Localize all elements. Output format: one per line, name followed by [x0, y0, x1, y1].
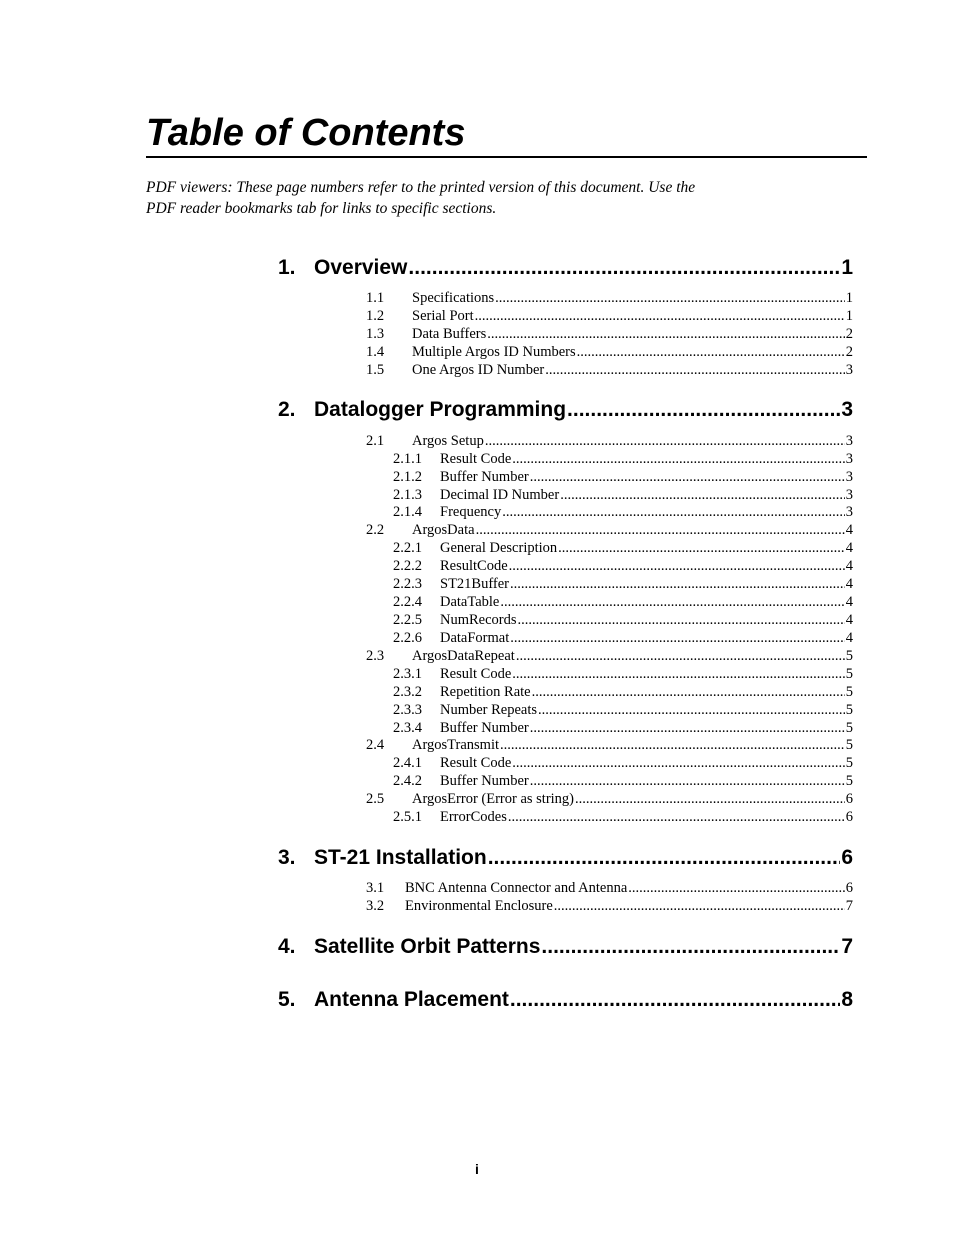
toc-section-2[interactable] [278, 396, 853, 424]
toc-entry-2-5[interactable] [366, 790, 853, 808]
toc-title: NumRecords [440, 612, 517, 628]
toc-number: 2.4 [366, 737, 385, 753]
toc-page: 2 [845, 344, 853, 360]
toc-entry-3-1[interactable] [366, 879, 853, 897]
toc-leader [558, 539, 845, 557]
toc-page: 1 [841, 256, 853, 279]
page-title: Table of Contents [146, 112, 466, 154]
toc-entry-2-1-1[interactable] [393, 450, 853, 468]
toc-number: 2.1.1 [393, 451, 422, 467]
toc-leader [512, 754, 844, 772]
toc-page: 3 [845, 451, 853, 467]
toc-leader [487, 325, 845, 343]
toc-section-4[interactable] [278, 933, 853, 961]
toc-leader [541, 933, 840, 961]
toc-leader [518, 611, 845, 629]
toc-title: Result Code [440, 451, 512, 467]
toc-page: 6 [845, 791, 853, 807]
toc-entry-2-2-3[interactable] [393, 575, 853, 593]
toc-title: Overview [314, 256, 408, 279]
toc-title: ArgosError (Error as string) [412, 791, 575, 807]
toc-entry-2-2-5[interactable] [393, 611, 853, 629]
toc-leader [508, 808, 845, 826]
toc-entry-2-3-1[interactable] [393, 665, 853, 683]
toc-number: 5. [278, 988, 296, 1011]
toc-entry-2-2-1[interactable] [393, 539, 853, 557]
toc-entry-2-5-1[interactable] [393, 808, 853, 826]
toc-number: 4. [278, 935, 296, 958]
toc-leader [408, 254, 840, 282]
toc-title: Buffer Number [440, 469, 529, 485]
toc-title: Repetition Rate [440, 684, 531, 700]
toc-entry-2-1-3[interactable] [393, 486, 853, 504]
toc-entry-2-4-1[interactable] [393, 754, 853, 772]
toc-page: 4 [845, 612, 853, 628]
toc-leader [567, 396, 840, 424]
toc-title: ErrorCodes [440, 809, 507, 825]
toc-number: 2.2 [366, 522, 385, 538]
toc-leader [532, 683, 845, 701]
toc-leader [510, 986, 840, 1014]
toc-number: 2.3.3 [393, 702, 422, 718]
toc-number: 2.5 [366, 791, 385, 807]
toc-title: DataTable [440, 594, 500, 610]
toc-title: Satellite Orbit Patterns [314, 935, 541, 958]
toc-number: 2.2.2 [393, 558, 422, 574]
toc-page: 1 [845, 308, 853, 324]
toc-title: Number Repeats [440, 702, 538, 718]
toc-number: 1.3 [366, 326, 385, 342]
toc-page: 5 [845, 755, 853, 771]
toc-leader [500, 593, 844, 611]
toc-leader [530, 719, 845, 737]
toc-leader [485, 432, 845, 450]
toc-title: Data Buffers [412, 326, 487, 342]
toc-title: Result Code [440, 666, 512, 682]
toc-leader [516, 647, 845, 665]
toc-title: One Argos ID Number [412, 362, 545, 378]
toc-entry-2-1[interactable] [366, 432, 853, 450]
toc-number: 1.4 [366, 344, 385, 360]
toc-entry-2-3-2[interactable] [393, 683, 853, 701]
toc-entry-2-1-2[interactable] [393, 468, 853, 486]
toc-leader [509, 557, 845, 575]
toc-leader [495, 289, 845, 307]
toc-entry-1-4[interactable] [366, 343, 853, 361]
toc-entry-2-1-4[interactable] [393, 503, 853, 521]
toc-entry-1-2[interactable] [366, 307, 853, 325]
toc-number: 2.2.6 [393, 630, 422, 646]
toc-page: 1 [845, 290, 853, 306]
toc-page: 8 [841, 988, 853, 1011]
toc-number: 2.3.4 [393, 720, 422, 736]
toc-number: 2.2.5 [393, 612, 422, 628]
toc-title: ResultCode [440, 558, 508, 574]
toc-page: 2 [845, 326, 853, 342]
toc-number: 2.1.2 [393, 469, 422, 485]
note-line-1: PDF viewers: These page numbers refer to the printed version of this document. Use the [146, 179, 696, 196]
toc-page: 6 [845, 809, 853, 825]
toc-leader [512, 665, 844, 683]
toc-entry-2-2[interactable] [366, 521, 853, 539]
toc-page: 5 [845, 720, 853, 736]
toc-number: 1.1 [366, 290, 385, 306]
toc-page: 4 [845, 558, 853, 574]
toc-entry-1-3[interactable] [366, 325, 853, 343]
toc-number: 2. [278, 398, 296, 421]
page-number: i [475, 1161, 479, 1177]
toc-number: 2.2.1 [393, 540, 422, 556]
toc-page: 7 [845, 898, 853, 914]
toc-title: Specifications [412, 290, 495, 306]
toc-entry-2-2-2[interactable] [393, 557, 853, 575]
toc-number: 2.4.1 [393, 755, 422, 771]
toc-leader [538, 701, 845, 719]
toc-title: DataFormat [440, 630, 510, 646]
toc-page: 5 [845, 648, 853, 664]
toc-section-3[interactable] [278, 844, 853, 872]
toc-title: Decimal ID Number [440, 487, 560, 503]
toc-entry-2-3-3[interactable] [393, 701, 853, 719]
toc-title: Result Code [440, 755, 512, 771]
toc-leader [554, 897, 845, 915]
toc-title: General Description [440, 540, 558, 556]
toc-page: 4 [845, 522, 853, 538]
toc-title: ST-21 Installation [314, 846, 487, 869]
toc-leader [577, 343, 845, 361]
toc-section-1[interactable] [278, 254, 853, 282]
toc-leader [575, 790, 845, 808]
toc-page: 3 [845, 504, 853, 520]
toc-title: Datalogger Programming [314, 398, 567, 421]
toc-title: Serial Port [412, 308, 474, 324]
toc-number: 2.4.2 [393, 773, 422, 789]
toc-page: 3 [845, 487, 853, 503]
toc-leader [545, 361, 845, 379]
toc-page: 5 [845, 666, 853, 682]
toc-entry-2-4-2[interactable] [393, 772, 853, 790]
toc-number: 1. [278, 256, 296, 279]
toc-page: 3 [845, 433, 853, 449]
toc-leader [530, 772, 845, 790]
toc-title: ArgosData [412, 522, 475, 538]
toc-number: 2.5.1 [393, 809, 422, 825]
toc-page: 5 [845, 684, 853, 700]
toc-leader [510, 629, 844, 647]
toc-leader [502, 503, 845, 521]
toc-leader [530, 468, 845, 486]
toc-number: 2.3.1 [393, 666, 422, 682]
toc-page: 4 [845, 576, 853, 592]
toc-title: Antenna Placement [314, 988, 509, 1011]
toc-title: ArgosTransmit [412, 737, 500, 753]
toc-page: 4 [845, 630, 853, 646]
toc-leader [488, 844, 841, 872]
toc-number: 2.1.3 [393, 487, 422, 503]
toc-leader [510, 575, 845, 593]
toc-entry-3-2[interactable] [366, 897, 853, 915]
toc-number: 2.3.2 [393, 684, 422, 700]
toc-title: Buffer Number [440, 720, 529, 736]
toc-page: 3 [841, 398, 853, 421]
toc-leader [512, 450, 844, 468]
toc-section-5[interactable] [278, 986, 853, 1014]
toc-leader [500, 736, 845, 754]
toc-entry-2-3[interactable] [366, 647, 853, 665]
toc-leader [560, 486, 845, 504]
toc-entry-2-2-4[interactable] [393, 593, 853, 611]
toc-title: ArgosDataRepeat [412, 648, 515, 664]
toc-leader [628, 879, 844, 897]
toc-page: 5 [845, 702, 853, 718]
toc-number: 3. [278, 846, 296, 869]
toc-title: ST21Buffer [440, 576, 510, 592]
toc-page: 4 [845, 540, 853, 556]
toc-number: 1.2 [366, 308, 385, 324]
toc-number: 3.1 [366, 880, 385, 896]
toc-title: Frequency [440, 504, 502, 520]
toc-number: 2.2.3 [393, 576, 422, 592]
toc-page: 4 [845, 594, 853, 610]
toc-page: 7 [841, 935, 853, 958]
toc-page: 5 [845, 737, 853, 753]
toc-title: Buffer Number [440, 773, 529, 789]
toc-title: Environmental Enclosure [405, 898, 553, 914]
note-line-2: PDF reader bookmarks tab for links to specific sections. [146, 199, 497, 217]
toc-page: 6 [845, 880, 853, 896]
toc-entry-2-4[interactable] [366, 736, 853, 754]
toc-number: 2.2.4 [393, 594, 422, 610]
toc-title: BNC Antenna Connector and Antenna [405, 880, 628, 896]
toc-number: 3.2 [366, 898, 385, 914]
toc-entry-2-3-4[interactable] [393, 719, 853, 737]
toc-title: Argos Setup [412, 433, 484, 449]
toc-title: Multiple Argos ID Numbers [412, 344, 576, 360]
toc-number: 2.1 [366, 433, 385, 449]
toc-page: 5 [845, 773, 853, 789]
toc-number: 1.5 [366, 362, 385, 378]
toc-number: 2.1.4 [393, 504, 422, 520]
toc-leader [475, 307, 845, 325]
toc-entry-1-1[interactable] [366, 289, 853, 307]
toc-page: 3 [845, 362, 853, 378]
toc-leader [476, 521, 845, 539]
toc-entry-2-2-6[interactable] [393, 629, 853, 647]
toc-entry-1-5[interactable] [366, 361, 853, 379]
toc-page: 6 [841, 846, 853, 869]
toc-page: 3 [845, 469, 853, 485]
toc-number: 2.3 [366, 648, 385, 664]
